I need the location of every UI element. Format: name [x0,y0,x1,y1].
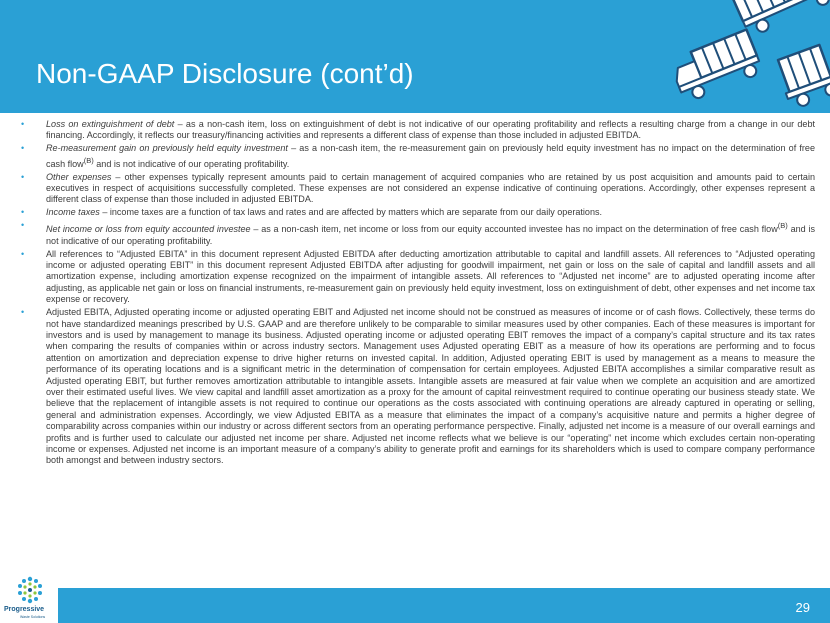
item-lead: Re-measurement gain on previously held equity investment [46,143,288,154]
item-body: Adjusted EBITA, Adjusted operating income or adjusted operating EBIT and Adjusted net income should not be construed as measures of income or of cash flows. Collectively, these terms do not have standardized meanings prescribed by U.S. GAAP and are therefore unlikely to be comparable to similar measures used by other companies. Each of these measures is important for investors and is used by management to manage its business. Adjusted operating income or adjusted operating EBIT removes the impact of a company’s capital structure and its tax rates when comparing the results of companies within or across industry sectors. Management uses Adjusted operating EBIT as a measure of how its operations are performing and to focus attention on amortization and depreciation expense to drive higher returns on invested capital. In addition, Adjusted operating EBIT is used by management as a means to measure the performance of its operating locations and is a significant metric in the determination of compensation for certain employees. Adjusted EBITA accomplishes a similar comparative result as Adjusted operating EBIT, but further removes amortization attributable to intangible assets. Intangible assets are measured at fair value when we complete an acquisition and are amortized over their estimated useful lives. We view capital and landfill asset amortization as a proxy for the amount of capital reinvestment required to continue operating our business steady state. We believe that the replacement of intangible assets is not required to continue our operations as the costs associated with continuing operations are already captured in operating or selling, general and administration expenses. Accordingly, we view Adjusted EBITA as a measure that eliminates the impact of a company’s acquisitive nature and permits a higher degree of comparability across companies within our industry or across different sectors from an operating performance perspective. Finally, adjusted net income is a measure of our overall earnings and profits and is further used to calculate our adjusted net income per share. Adjusted net income reflects what we believe is our “operating” net income which excludes certain non-operating income or expenses. Adjusted net income is an important measure of a company’s ability to generate profit and earnings for its shareholders which is used to compare company performance both amongst and between industry sectors. [46,307,815,466]
item-body: – income taxes are a function of tax laws and rates and are affected by matters which are separate from our daily operations. [99,207,603,218]
logo-name: Progressive [4,606,45,613]
item-lead: Income taxes [46,207,100,218]
bullet-dot: • [21,307,25,318]
page-number: 29 [795,600,810,615]
item-lead: Loss on extinguishment of debt [46,119,175,129]
logo-tagline: Waste Solutions [20,615,46,619]
footnote-ref: (B) [777,221,788,231]
list-item [21,249,815,306]
item-body: – as a non-cash item, net income or loss from our equity accounted investee has no impact on the determination of free cash flow [250,224,778,235]
item-body: – as a non-cash item, loss on extinguishment of debt is not indicative of our operating profitability and reflects a resulting charge from a change in our debt financing. Accordingly, it reflects our treasury/financing activities and represents a different class of expense than those included in adjusted EBITDA. [46,119,816,141]
list-item [21,143,815,170]
page-title: Non-GAAP Disclosure (cont’d) [36,58,414,89]
list-item [21,220,815,247]
disclosure-list [21,119,815,468]
item-body: – as a non-cash item, the re-measurement gain on previously held equity investment has no impact on the determination of free cash flow [46,143,815,169]
garbage-trucks-icon [580,0,830,113]
logo-mark-icon [16,576,44,604]
bullet-dot: • [21,207,25,218]
item-body-cont: and is not indicative of our operating profitability. [93,158,290,169]
bullet-dot: • [21,119,25,129]
bullet-dot: • [21,220,25,231]
list-item [21,307,815,467]
company-logo [0,572,58,623]
item-lead: Other expenses [46,171,112,182]
bullet-dot: • [21,143,25,154]
list-item [21,119,815,142]
list-item [21,172,815,206]
list-item [21,207,815,218]
item-body-cont: and is not indicative of our operating profitability. [46,224,815,246]
footer-bar [0,588,830,623]
item-lead: Net income or loss from equity accounted investee [46,224,251,235]
item-body: All references to “Adjusted EBITA” in this document represent Adjusted EBITDA after deducting amortization attributable to capital and landfill assets. All references to “Adjusted operating income or adjusted operating EBIT” in this document represent Adjusted EBITDA after adjusting for goodwill impairment, net gain or loss on the sale of capital and landfill assets and all amortization expense, including amortization expense recognized on the impairment of intangible assets. All references to “Adjusted net income” are to adjusted operating income after adjusting, as applicable net gain or loss on financial instruments, re-measurement gain on previously held equity investment, loss on extinguishment of debt, other expenses and net income tax expense or recovery. [46,248,815,305]
bullet-dot: • [21,248,25,259]
item-body: – other expenses typically represent amounts paid to certain management of acquired companies who are retained by us post acquisition and amounts paid to certain executives in respect of acquisitions successfully completed. These expenses are not considered an expense indicative of continuing operations. Accordingly, other expenses represent a different class of expense than those included in adjusted EBITDA. [46,171,815,205]
footnote-ref: (B) [83,155,94,165]
bullet-dot: • [21,171,25,182]
header-banner [0,0,830,113]
